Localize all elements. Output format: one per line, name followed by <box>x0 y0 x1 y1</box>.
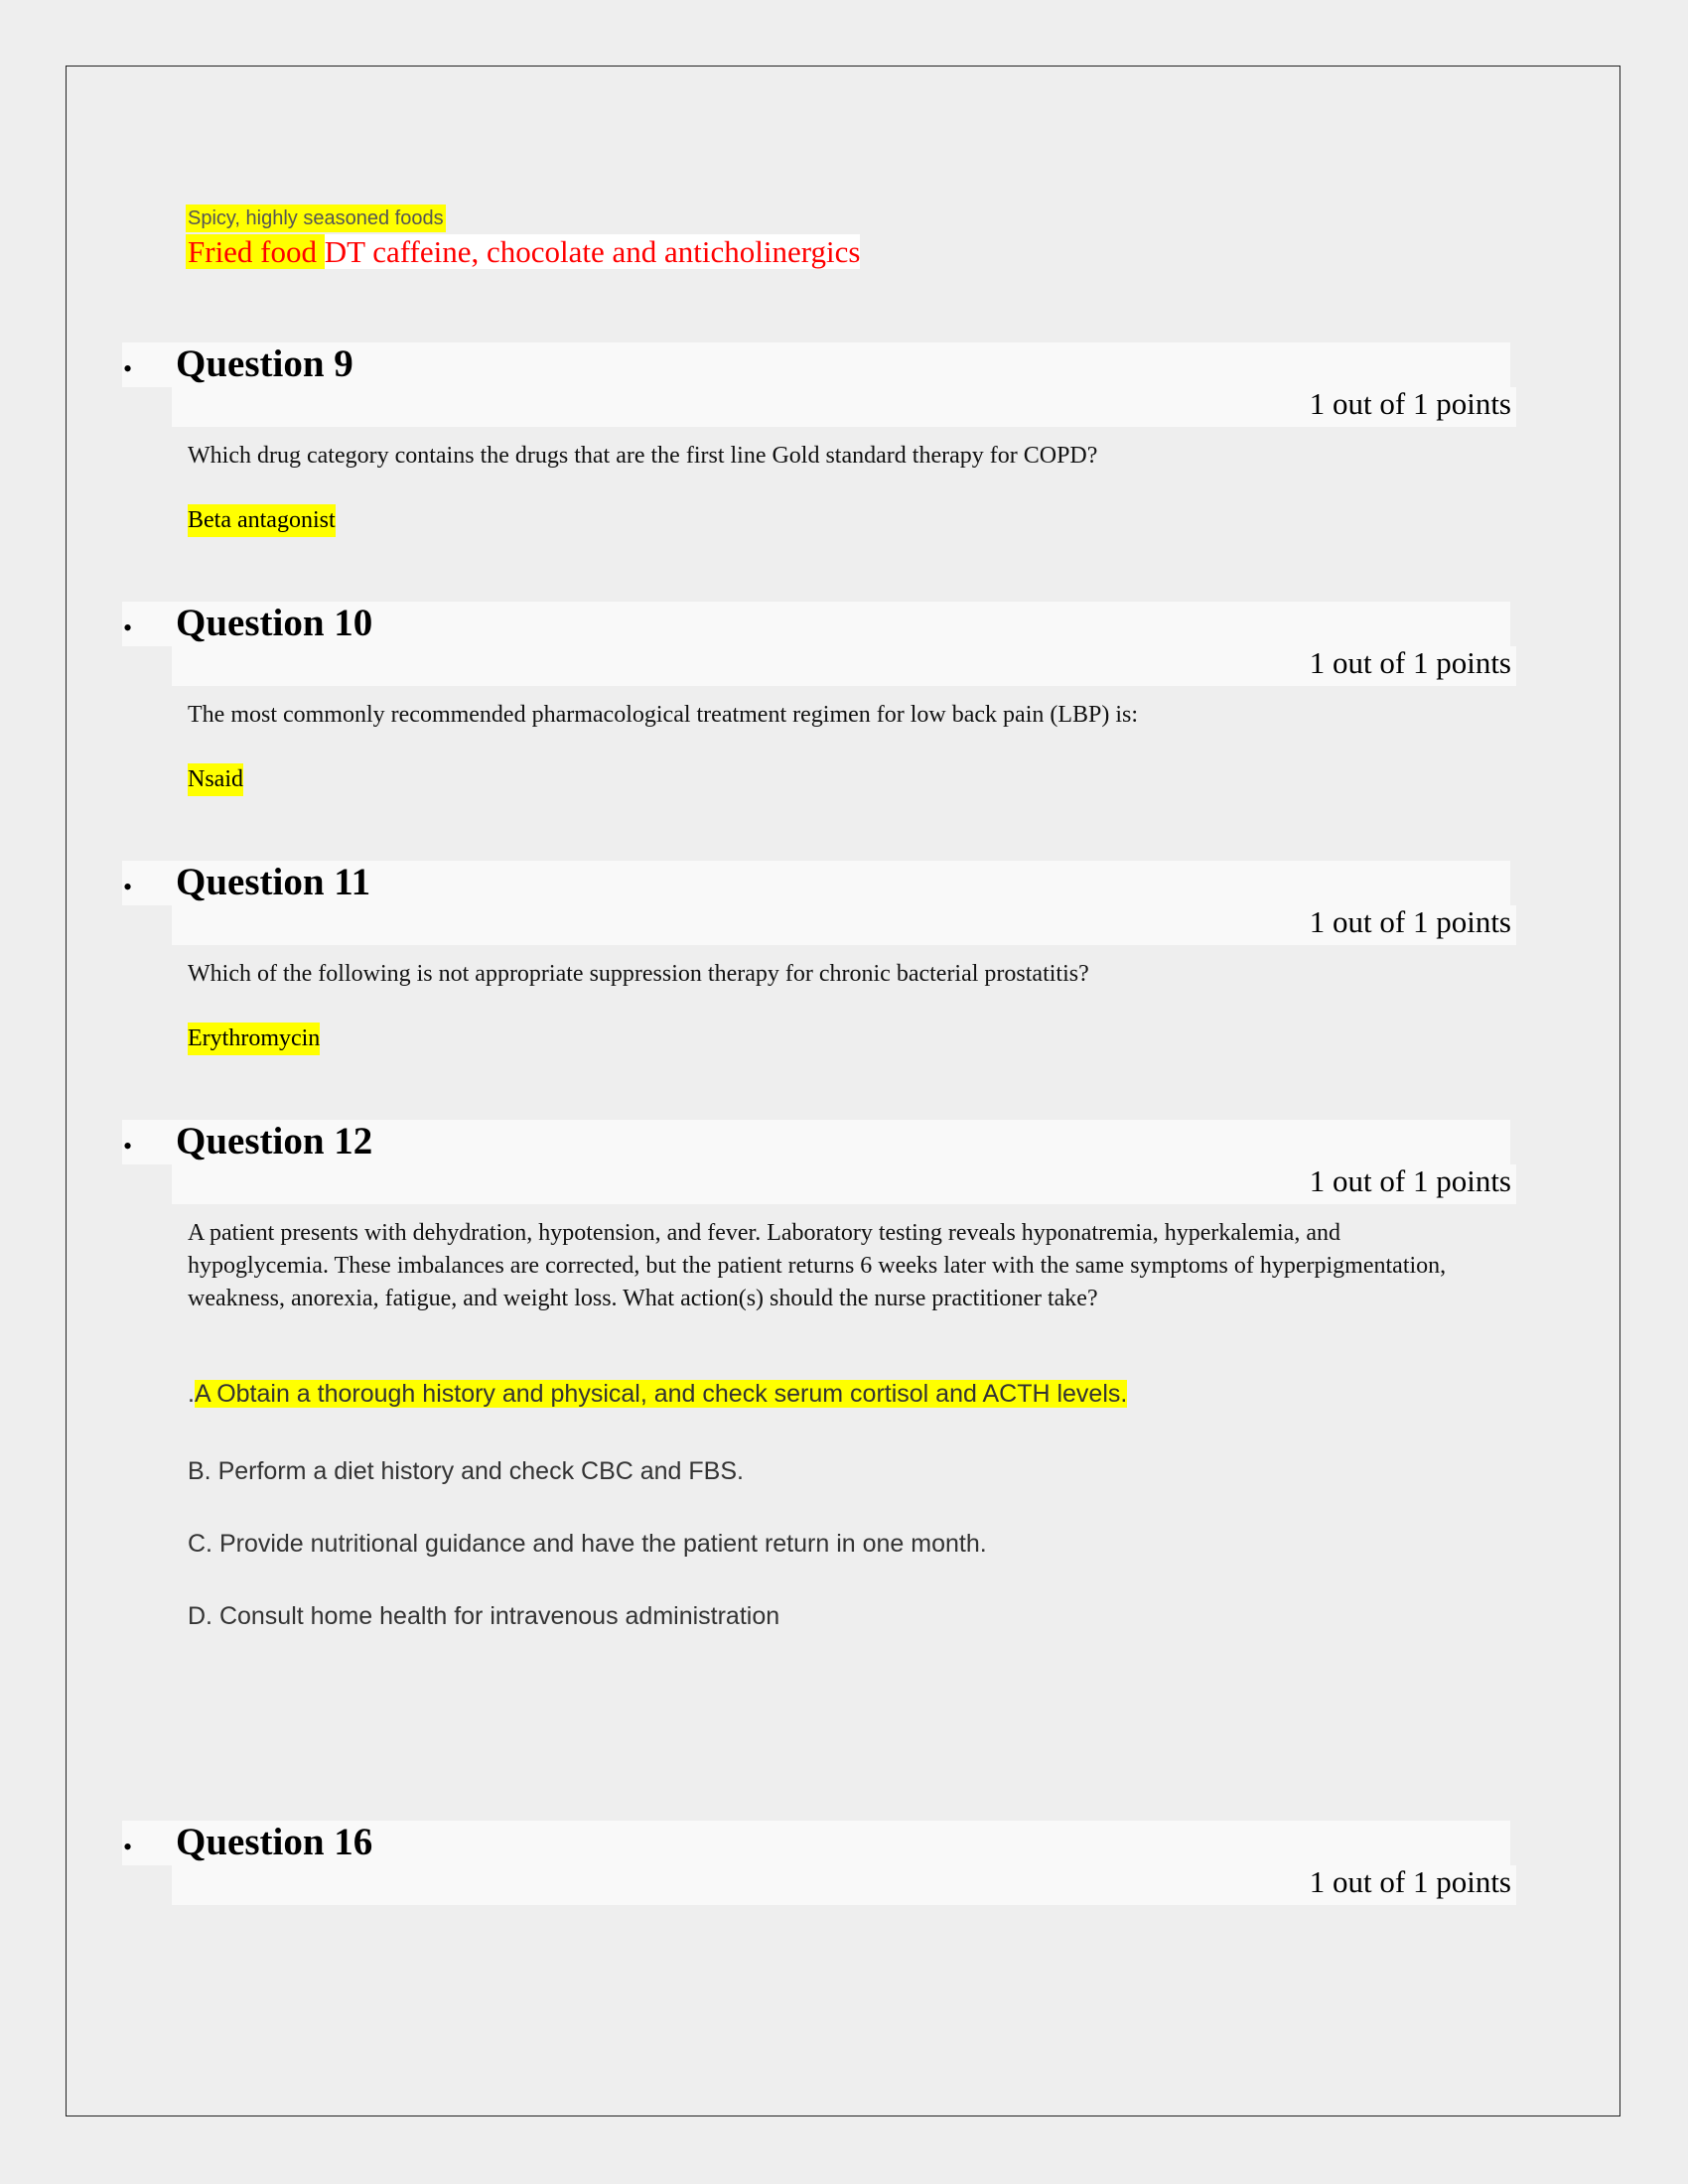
previous-answer-rest: DT caffeine, chocolate and anticholinergics <box>324 234 861 269</box>
previous-answer-highlight: Fried food <box>188 234 325 269</box>
question-points: 1 out of 1 points <box>1309 904 1511 939</box>
question-text: Which drug category contains the drugs that are the first line Gold standard therapy for COPD? <box>188 443 1098 469</box>
question-points: 1 out of 1 points <box>1309 645 1511 680</box>
question-title: Question 12 <box>176 1120 373 1162</box>
question-title: Question 16 <box>176 1821 373 1863</box>
question-16 <box>0 1821 1688 1950</box>
bullet-icon: • <box>123 1833 133 1861</box>
bullet-icon: • <box>123 1132 133 1160</box>
bullet-icon: • <box>123 614 133 642</box>
question-points: 1 out of 1 points <box>1309 1163 1511 1198</box>
question-points: 1 out of 1 points <box>1309 1864 1511 1899</box>
previous-answer-line-1: Spicy, highly seasoned foods <box>186 205 446 232</box>
question-9 <box>0 342 1688 533</box>
previous-answer-line-2 <box>186 232 860 272</box>
question-title: Question 9 <box>176 342 353 385</box>
option-a-text: A Obtain a thorough history and physical, and check serum cortisol and ACTH levels. <box>194 1380 1128 1408</box>
question-points: 1 out of 1 points <box>1309 386 1511 421</box>
question-answer: Beta antagonist <box>188 504 336 537</box>
option-d: D. Consult home health for intravenous administration <box>188 1602 780 1630</box>
option-a <box>188 1376 1127 1412</box>
question-10 <box>0 602 1688 792</box>
question-12 <box>0 1120 1688 1630</box>
option-c: C. Provide nutritional guidance and have the patient return in one month. <box>188 1530 987 1558</box>
bullet-icon: • <box>123 354 133 383</box>
question-answer: Erythromycin <box>188 1023 320 1055</box>
question-text: A patient presents with dehydration, hypotension, and fever. Laboratory testing reveals hyponatremia, hyperkalemia, and hypoglycemia. These imbalances are corrected, but the patient returns 6 weeks later with the same symptoms of hyperpigmentation, weakness, anorexia, fatigue, and weight loss. What action(s) should the nurse practitioner take? <box>188 1220 1447 1311</box>
question-answer: Nsaid <box>188 763 243 796</box>
question-title: Question 10 <box>176 602 373 644</box>
question-title: Question 11 <box>176 861 371 903</box>
question-text: The most commonly recommended pharmacological treatment regimen for low back pain (LBP) is: <box>188 702 1139 728</box>
option-prefix: . <box>188 1380 195 1408</box>
question-11 <box>0 861 1688 1051</box>
option-b: B. Perform a diet history and check CBC and FBS. <box>188 1457 744 1485</box>
bullet-icon: • <box>123 873 133 901</box>
question-text: Which of the following is not appropriate suppression therapy for chronic bacterial prostatitis? <box>188 961 1089 987</box>
